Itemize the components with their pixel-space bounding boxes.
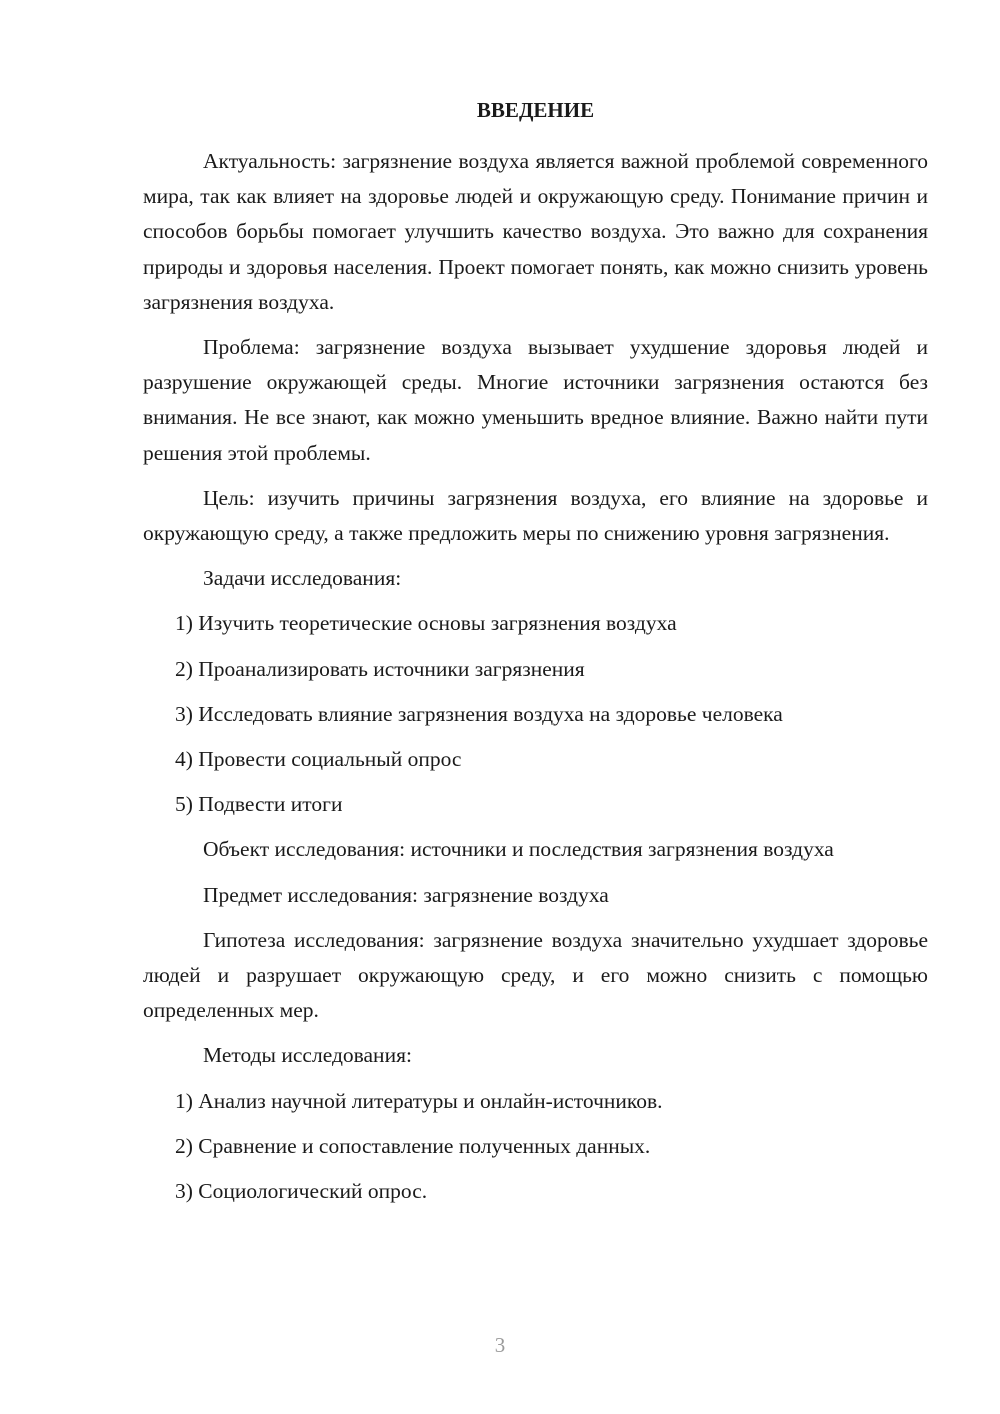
section-title: ВВЕДЕНИЕ (476, 98, 595, 122)
task-item: 4) Провести социальный опрос (175, 747, 462, 772)
methods-list (143, 1084, 928, 1210)
method-item: 3) Социологический опрос. (175, 1179, 428, 1204)
object-paragraph: Объект исследования: источники и последствия загрязнения воздуха (203, 837, 834, 862)
tasks-heading: Задачи исследования: (203, 566, 402, 591)
document-body (143, 90, 928, 1219)
methods-heading: Методы исследования: (203, 1043, 412, 1068)
goal-paragraph: Цель: изучить причины загрязнения воздуха, его влияние на здоровье и окружающую среду, а также предложить меры по снижению уровня загрязнения. (143, 485, 928, 546)
method-item: 1) Анализ научной литературы и онлайн-источников. (175, 1088, 663, 1113)
task-item: 1) Изучить теоретические основы загрязнения воздуха (175, 611, 677, 636)
task-item: 2) Проанализировать источники загрязнения (175, 656, 585, 681)
tasks-list (143, 606, 928, 822)
method-item: 2) Сравнение и сопоставление полученных данных. (175, 1133, 651, 1158)
subject-paragraph: Предмет исследования: загрязнение воздуха (203, 882, 609, 907)
hypothesis-paragraph: Гипотеза исследования: загрязнение воздуха значительно ухудшает здоровье людей и разрушает окружающую среду, и его можно снизить с помощью определенных мер. (143, 927, 928, 1023)
task-item: 3) Исследовать влияние загрязнения воздуха на здоровье человека (175, 701, 783, 726)
problem-paragraph: Проблема: загрязнение воздуха вызывает ухудшение здоровья людей и разрушение окружающей среды. Многие источники загрязнения остаются без внимания. Не все знают, как можно уменьшить вредное влияние. Важно найти пути решения этой проблемы. (143, 335, 928, 465)
page-number: 3 (494, 1333, 506, 1357)
relevance-paragraph: Актуальность: загрязнение воздуха является важной проблемой современного мира, так как влияет на здоровье людей и окружающую среду. Понимание причин и способов борьбы помогает улучшить качество воздуха. Это важно для сохранения природы и здоровья населения. Проект помогает понять, как можно снизить уровень загрязнения воздуха. (143, 149, 928, 314)
task-item: 5) Подвести итоги (175, 792, 343, 817)
